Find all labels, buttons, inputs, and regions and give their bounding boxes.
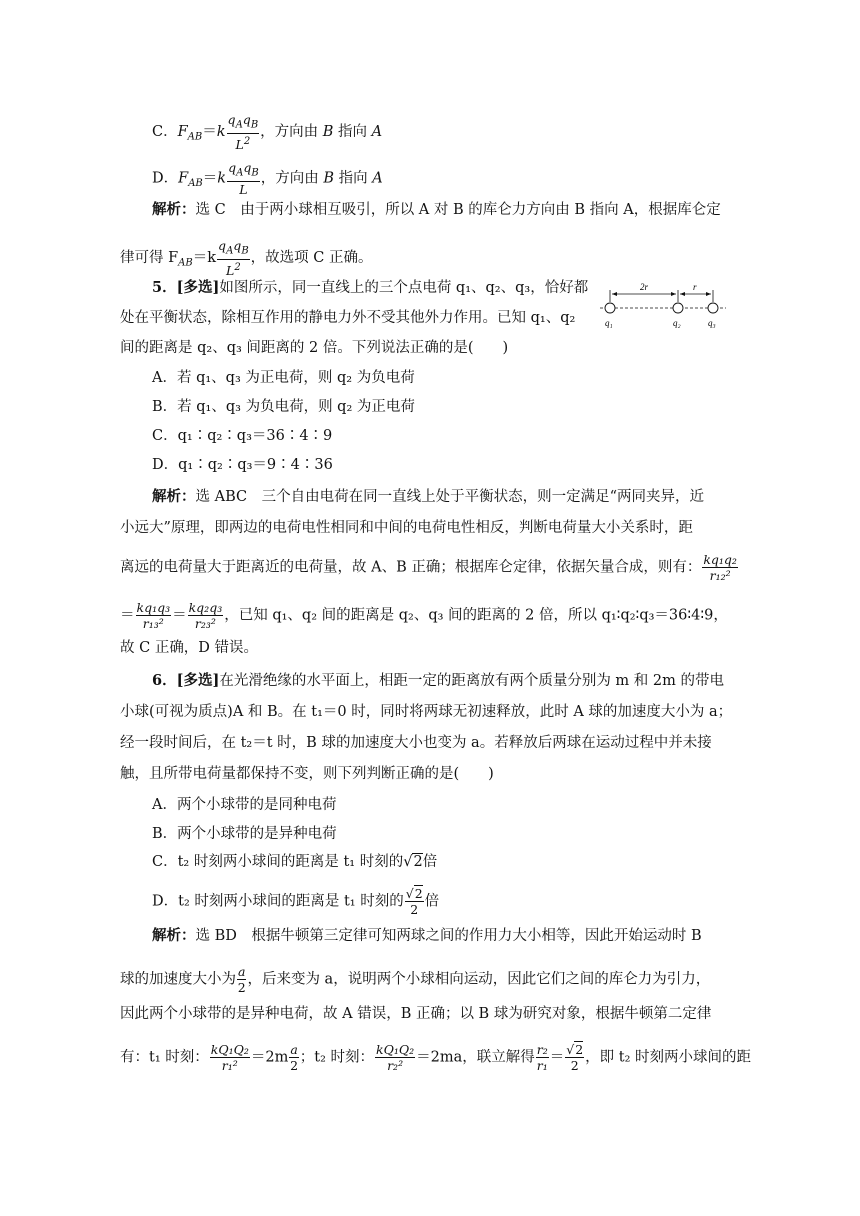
fraction: $\frac{\text{kQ₁Q₂}}{\text{r₂²}}$ <box>376 1042 415 1073</box>
q5-option-d: D．q₁∶q₂∶q₃＝9∶4∶36 <box>152 457 333 473</box>
fraction: $\frac{a}{2}$ <box>237 964 246 995</box>
fraction: $\frac{\text{r₂}}{\text{r₁}}$ <box>536 1042 548 1073</box>
q6-option-c: C．t₂ 时刻两小球间的距离是 t₁ 时刻的√2倍 <box>152 854 438 870</box>
q6-stem-line3: 经一段时间后，在 t₂＝t 时，B 球的加速度大小也变为 a。若释放后两球在运动过程中并未接 <box>120 735 712 751</box>
q4-solution-line2: 律可得 $F_{AB}=k$ $q_Aq_B$ $L^2$ ，故选项 C 正确。 <box>120 238 373 278</box>
q5-solution-line3: 离远的电荷量大于距离近的电荷量，故 A、B 正确；根据库仑定律，依据矢量合成，则有： $\frac{\text{kq₁q₂}}{\text{r₁₂²}}$ <box>120 552 737 583</box>
label-q2: q₂ <box>673 318 681 328</box>
q4-option-c: C．$F_{AB}=k$ $q_Aq_B$ $L^2$ ，方向由 B 指向 A <box>152 112 383 152</box>
fraction: $\frac{√2}{2}$ <box>566 1042 584 1073</box>
label-2r: 2r <box>640 282 649 292</box>
q5-stem-line1: 5．[多选]如图所示，同一直线上的三个点电荷 q₁、q₂、q₃，恰好都 <box>152 279 589 296</box>
q5-option-a: A．若 q₁、q₃ 为正电荷，则 q₂ 为负电荷 <box>152 370 415 386</box>
fraction: $\frac{√2}{2}$ <box>405 886 423 917</box>
q6-solution-line4: 有：t₁ 时刻： $\frac{\text{kQ₁Q₂}}{\text{r₁²}}$ ＝2m $\frac{a}{2}$ ；t₂ 时刻： $\frac{\text{kQ₁Q₂}}{\text{r₂²}}$ ＝2ma，联立解得 $\frac{\text{r₂}}{\text{r₁}}$ ＝ $\frac{√2}{2}$ ，即 t₂ 时刻两小球间的距 <box>120 1042 752 1073</box>
fraction: $\frac{\text{kq₁q₃}}{\text{r₁₃²}}$ <box>136 600 171 631</box>
q4-option-d: D．$F_{AB}=k$ $q_Aq_B$ L ，方向由 B 指向 A <box>152 160 383 197</box>
q6-option-a: A．两个小球带的是同种电荷 <box>152 797 337 813</box>
q6-solution-line3: 因此两个小球带的是异种电荷，故 A 错误，B 正确；以 B 球为研究对象，根据牛顿第二定律 <box>120 1006 712 1022</box>
q6-stem-line2: 小球(可视为质点)A 和 B。在 t₁＝0 时，同时将两球无初速释放，此时 A 球的加速度大小为 a； <box>120 704 733 720</box>
fraction: $\frac{\text{kQ₁Q₂}}{\text{r₁²}}$ <box>210 1042 249 1073</box>
q5-stem-line3: 间的距离是 q₂、q₃ 间距离的 2 倍。下列说法正确的是( ) <box>120 340 509 356</box>
q6-solution-line2: 球的加速度大小为 $\frac{a}{2}$ ，后来变为 a，说明两个小球相向运动，因此它们之间的库仑力为引力， <box>120 964 711 995</box>
q5-stem-line2: 处在平衡状态，除相互作用的静电力外不受其他外力作用。已知 q₁、q₂ <box>120 310 576 326</box>
label-q1: q₁ <box>605 318 613 328</box>
q6-option-b: B．两个小球带的是异种电荷 <box>152 826 337 842</box>
q6-option-d: D．t₂ 时刻两小球间的距离是 t₁ 时刻的 $\frac{√2}{2}$ 倍 <box>152 886 440 917</box>
charge-q1 <box>605 303 615 313</box>
charge-diagram <box>600 282 730 330</box>
label-r: r <box>693 282 697 292</box>
q4-solution-line1: 解析：选 C 由于两小球相互吸引，所以 A 对 B 的库仑力方向由 B 指向 A，根据库仑定 <box>152 201 721 218</box>
fraction: $q_Aq_B$ L <box>228 160 259 197</box>
q5-solution-line1: 解析：选 ABC 三个自由电荷在同一直线上处于平衡状态，则一定满足“两同夹异，近 <box>152 488 705 505</box>
charge-q3 <box>708 303 718 313</box>
q5-option-c: C．q₁∶q₂∶q₃＝36∶4∶9 <box>152 428 333 444</box>
q5-solution-line5: 故 C 正确，D 错误。 <box>120 640 259 656</box>
fraction: $q_Aq_B$ $L^2$ <box>227 112 259 152</box>
q5-option-b: B．若 q₁、q₃ 为负电荷，则 q₂ 为正电荷 <box>152 399 415 415</box>
label-q3: q₃ <box>708 318 716 328</box>
fraction: $q_Aq_B$ $L^2$ <box>218 238 249 278</box>
charge-q2 <box>673 303 683 313</box>
fraction: $\frac{\text{kq₂q₃}}{\text{r₂₃²}}$ <box>188 600 223 631</box>
q6-stem-line4: 触，且所带电荷量都保持不变，则下列判断正确的是( ) <box>120 766 494 782</box>
q6-stem-line1: 6．[多选]在光滑绝缘的水平面上，相距一定的距离放有两个质量分别为 m 和 2m 的带电 <box>152 672 724 689</box>
q5-solution-line4: ＝ $\frac{\text{kq₁q₃}}{\text{r₁₃²}}$ ＝ $\frac{\text{kq₂q₃}}{\text{r₂₃²}}$ ，已知 q₁、q₂ 间的距离是 q₂、q₃ 间的距离的 2 倍，所以 q₁∶q₂∶q₃＝36∶4∶9， <box>120 600 728 631</box>
q5-solution-line2: 小远大”原理，即两边的电荷电性相同和中间的电荷电性相反，判断电荷量大小关系时，距 <box>120 520 693 536</box>
q6-solution-line1: 解析：选 BD 根据牛顿第三定律可知两球之间的作用力大小相等，因此开始运动时 B <box>152 927 702 944</box>
fraction: $\frac{\text{kq₁q₂}}{\text{r₁₂²}}$ <box>703 552 737 583</box>
fraction: $\frac{a}{2}$ <box>290 1042 299 1073</box>
